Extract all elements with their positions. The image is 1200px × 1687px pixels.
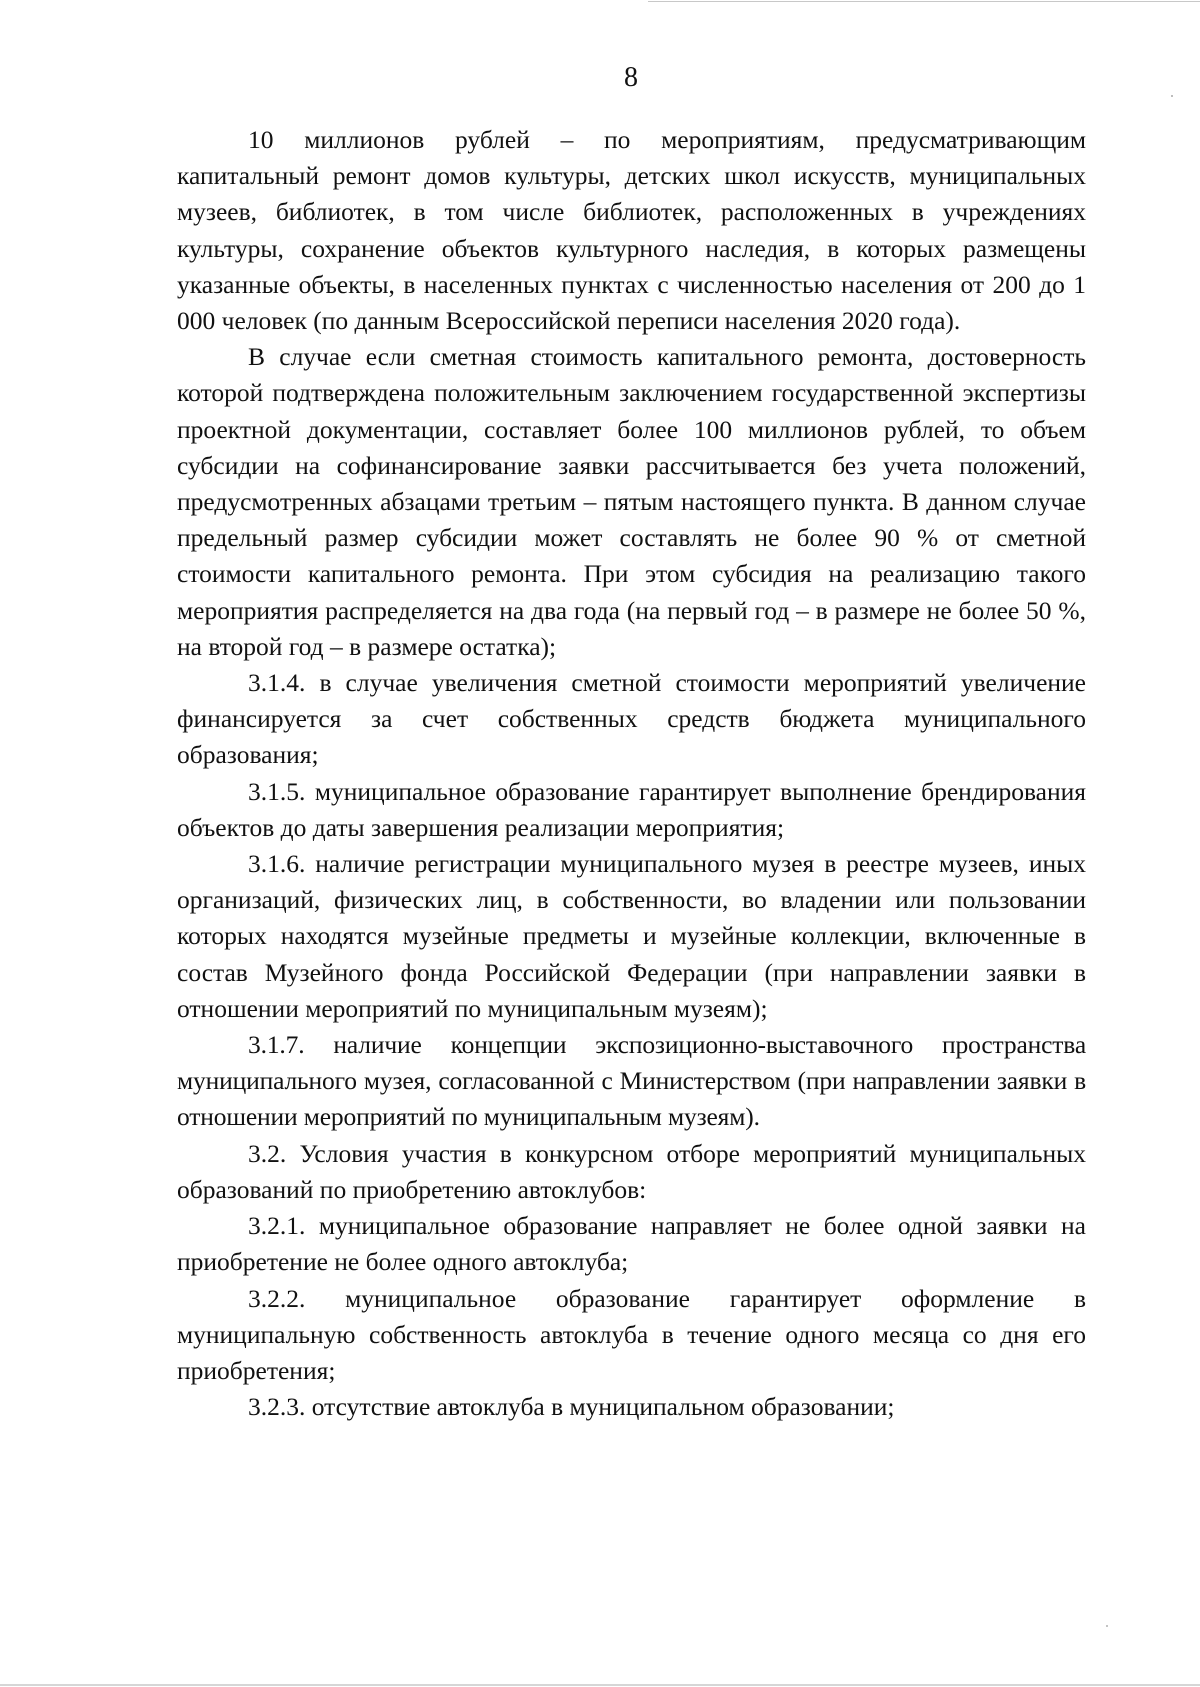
scan-speck <box>1106 1625 1108 1627</box>
paragraph-3-1-7: 3.1.7. наличие концепции экспозиционно-выставочного пространства муниципального музея, согласованной с Министерством (при направлении заявки в отношении мероприятий по муниципальным музеям). <box>177 1030 1086 1132</box>
paragraph-3-1-5: 3.1.5. муниципальное образование гарантирует выполнение брендирования объектов до даты завершения реализации мероприятия; <box>177 776 1086 842</box>
paragraph-3-1-4: 3.1.4. в случае увеличения сметной стоимости мероприятий увеличение финансируется за счет собственных средств бюджета муниципального образования; <box>177 668 1086 770</box>
paragraph-capital-repair-subsidy: В случае если сметная стоимость капитального ремонта, достоверность которой подтверждена положительным заключением государственной экспертизы проектной документации, составляет более 100 миллионов рублей, то объем субсидии на софинансирование заявки рассчитывается без учета положений, предусмотренных абзацами третьим – пятым настоящего пункта. В данном случае предельный размер субсидии может составлять не более 90 % от сметной стоимости капитального ремонта. При этом субсидия на реализацию такого мероприятия распределяется на два года (на первый год – в размере не более 50 %, на второй год – в размере остатка); <box>177 342 1086 661</box>
document-body <box>177 122 1086 1425</box>
paragraph-3-2-2: 3.2.2. муниципальное образование гарантирует оформление в муниципальную собственность автоклуба в течение одного месяца со дня его приобретения; <box>177 1283 1086 1385</box>
page-number: 8 <box>624 62 638 93</box>
paragraph-3-1-6: 3.1.6. наличие регистрации муниципального музея в реестре музеев, иных организаций, физических лиц, в собственности, во владении или пользовании которых находятся музейные предметы и музейные коллекции, включенные в состав Музейного фонда Российской Федерации (при направлении заявки в отношении мероприятий по муниципальным музеям); <box>177 849 1086 1023</box>
scan-edge-bottom <box>0 1684 1200 1686</box>
paragraph-funding-threshold: 10 миллионов рублей – по мероприятиям, предусматривающим капитальный ремонт домов культуры, детских школ искусств, муниципальных музеев, библиотек, в том числе библиотек, расположенных в учреждениях культуры, сохранение объектов культурного наследия, в которых размещены указанные объекты, в населенных пунктах с численностью населения от 200 до 1 000 человек (по данным Всероссийской переписи населения 2020 года). <box>177 125 1086 336</box>
paragraph-3-2-1: 3.2.1. муниципальное образование направляет не более одной заявки на приобретение не более одного автоклуба; <box>177 1211 1086 1277</box>
paragraph-3-2-3: 3.2.3. отсутствие автоклуба в муниципальном образовании; <box>248 1392 895 1422</box>
scan-edge-top <box>648 1 1200 2</box>
paragraph-3-2: 3.2. Условия участия в конкурсном отборе мероприятий муниципальных образований по приобретению автоклубов: <box>177 1138 1086 1204</box>
